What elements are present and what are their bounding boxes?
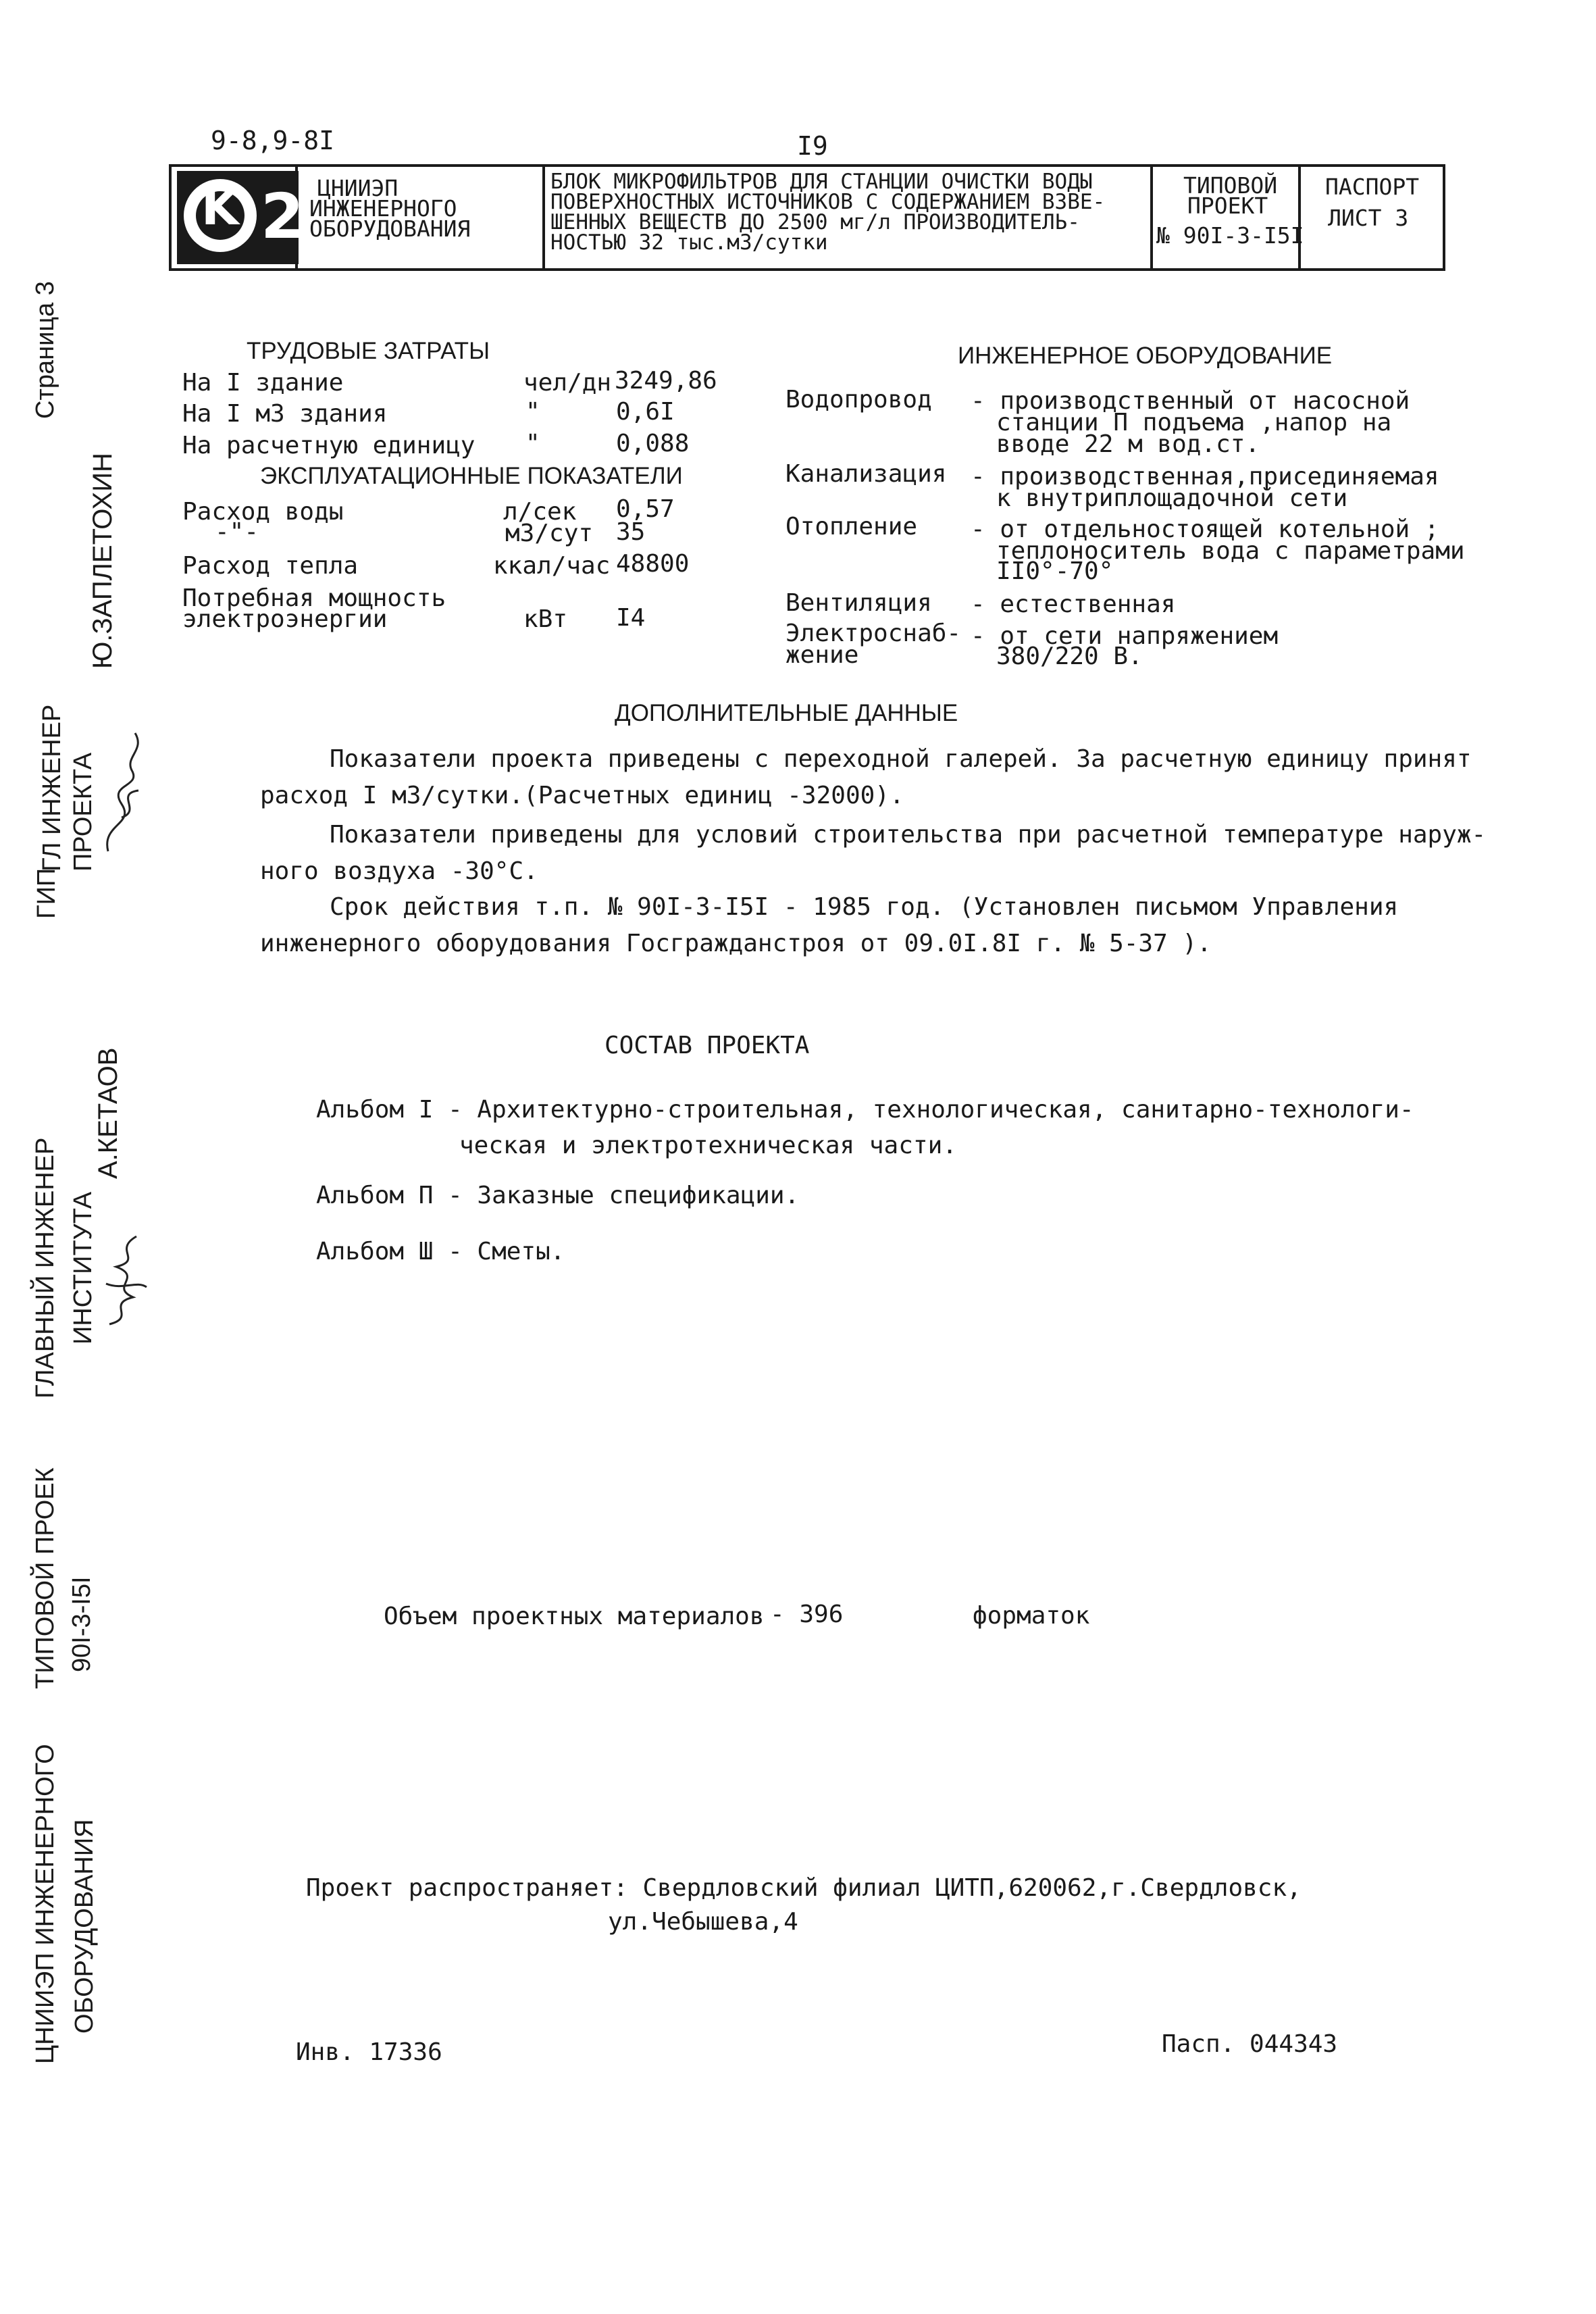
ventilation-label: Вентиляция — [786, 589, 932, 617]
labor-row-value: 3249,86 — [615, 367, 717, 395]
sheet-label: ЛИСТ 3 — [1328, 205, 1409, 231]
volume-value: - 396 — [770, 1601, 844, 1628]
distribution-line-2: ул.Чебышева,4 — [608, 1908, 798, 1936]
org-name-line-1: ЦНИИЭП — [317, 175, 398, 201]
signature-1 — [95, 723, 155, 858]
additional-paragraph-1: Показатели проекта приведены с переходной галерей. За расчетную единицу принят — [330, 745, 1472, 773]
margin-institute-2: ОБОРУДОВАНИЯ — [70, 1819, 99, 2034]
water-ditto: -"- — [215, 518, 259, 546]
additional-paragraph-2: Показатели приведены для условий строительства при расчетной температуре наруж- — [330, 821, 1487, 849]
labor-row-value: 0,6I — [616, 398, 675, 426]
water-supply-text: - производственный от насосной — [971, 387, 1410, 415]
power-supply-label: жение — [786, 641, 859, 669]
labor-row-label: На I м3 здания — [182, 400, 388, 428]
water-value-1: 0,57 — [616, 495, 675, 523]
album-2: Альбом П - Заказные спецификации. — [316, 1182, 800, 1209]
volume-label: Объем проектных материалов — [384, 1603, 765, 1630]
doc-title-line-1: БЛОК МИКРОФИЛЬТРОВ ДЛЯ СТАНЦИИ ОЧИСТКИ ВОДЫ — [550, 170, 1093, 194]
org-name-line-3: ОБОРУДОВАНИЯ — [309, 216, 471, 242]
margin-role-gip: ГИП — [32, 867, 61, 919]
labor-row-value: 0,088 — [616, 430, 690, 457]
doc-title-line-4: НОСТЬЮ 32 тыс.м3/сутки — [550, 230, 828, 255]
power-value: I4 — [616, 604, 646, 632]
water-unit-1: л/сек — [503, 498, 577, 526]
margin-author-1: Ю.ЗАПЛЕТОХИН — [88, 453, 118, 669]
power-unit: кВт — [523, 605, 568, 633]
heating-text: II0°-70° — [996, 557, 1114, 585]
album-1: Альбом I - Архитектурно-строительная, технологическая, санитарно-технологи- — [316, 1096, 1414, 1124]
margin-role-chief-engineer: ГЛ ИНЖЕНЕР — [38, 704, 66, 872]
additional-paragraph-2: ного воздуха -30°С. — [260, 857, 538, 885]
org-name-line-2: ИНЖЕНЕРНОГО — [309, 195, 457, 222]
doc-title-line-2: ПОВЕРХНОСТНЫХ ИСТОЧНИКОВ С СОДЕРЖАНИЕМ ВЗВЕ- — [550, 190, 1106, 214]
operation-heading: ЭКСПЛУАТАЦИОННЫЕ ПОКАЗАТЕЛИ — [260, 463, 683, 489]
sewer-label: Канализация — [786, 460, 947, 488]
labor-row-label: На расчетную единицу — [182, 432, 475, 459]
power-supply-text: 380/220 В. — [996, 643, 1143, 670]
inventory-number: Инв. 17336 — [296, 2038, 442, 2066]
album-1-continued: ческая и электротехническая части. — [459, 1132, 957, 1159]
sewer-text: к внутриплощадочной сети — [996, 484, 1348, 512]
labor-row-label: На I здание — [182, 369, 344, 397]
power-label-2: электроэнергии — [182, 605, 388, 633]
typical-project-label: ТИПОВОЙ — [1183, 172, 1278, 199]
heat-value: 48800 — [616, 550, 690, 578]
project-label: ПРОЕКТ — [1187, 193, 1268, 219]
water-unit-2: м3/сут — [505, 520, 594, 547]
margin-page-label: Страница 3 — [31, 281, 59, 419]
heat-unit: ккал/час — [493, 552, 611, 580]
margin-role-project: ПРОЕКТА — [69, 752, 97, 872]
water-supply-text: станции П подъема ,напор на — [996, 409, 1392, 436]
heat-consumption-label: Расход тепла — [182, 552, 359, 580]
labor-row-unit: " — [525, 430, 540, 457]
volume-unit: форматок — [973, 1602, 1090, 1630]
water-value-2: 35 — [616, 518, 646, 546]
labor-heading: ТРУДОВЫЕ ЗАТРАТЫ — [247, 338, 490, 364]
doc-title-line-3: ШЕННЫХ ВЕЩЕСТВ ДО 2500 мг/л ПРОИЗВОДИТЕЛЬ- — [550, 210, 1080, 234]
passport-number: Пасп. 044343 — [1162, 2030, 1338, 2058]
water-supply-text: вводе 22 м вод.ст. — [996, 430, 1260, 458]
heating-text: теплоноситель вода с параметрами — [996, 537, 1465, 565]
document-code: 9-8,9-8I — [211, 126, 335, 155]
sewer-text: - производственная,присединяемая — [971, 463, 1439, 491]
margin-institute: ЦНИИЭП ИНЖЕНЕРНОГО — [31, 1744, 59, 2064]
power-supply-label: Электроснаб- — [786, 620, 962, 647]
project-number: № 90I-3-I5I — [1156, 222, 1304, 249]
additional-paragraph-3: инженерного оборудования Госгражданстроя от 09.0I.8I г. № 5-37 ). — [260, 930, 1212, 957]
labor-row-unit: чел/дн — [523, 369, 612, 397]
margin-role-main-engineer: ГЛАВНЫЙ ИНЖЕНЕР — [31, 1137, 59, 1399]
power-supply-text: - от сети напряжением — [971, 622, 1279, 650]
page-number: I9 — [797, 131, 828, 161]
ventilation-text: - естественная — [971, 590, 1176, 618]
margin-role-institute: ИНСТИТУТА — [69, 1191, 97, 1344]
passport-label: ПАСПОРТ — [1325, 174, 1420, 200]
additional-paragraph-3: Срок действия т.п. № 90I-3-I5I - 1985 год. (Установлен письмом Управления — [330, 893, 1399, 921]
additional-paragraph-1: расход I м3/сутки.(Расчетных единиц -32000). — [260, 782, 904, 809]
signature-2 — [96, 1223, 157, 1331]
additional-heading: ДОПОЛНИТЕЛЬНЫЕ ДАННЫЕ — [615, 700, 958, 726]
distribution-line-1: Проект распространяет: Свердловский филиал ЦИТП,620062,г.Свердловск, — [306, 1874, 1302, 1902]
water-consumption-label: Расход воды — [182, 498, 344, 526]
composition-heading: СОСТАВ ПРОЕКТА — [604, 1032, 810, 1059]
engineering-heading: ИНЖЕНЕРНОЕ ОБОРУДОВАНИЕ — [958, 343, 1333, 369]
institute-logo-icon: K 2 — [177, 171, 299, 264]
album-3: Альбом Ш - Сметы. — [316, 1238, 565, 1265]
heating-text: - от отдельностоящей котельной ; — [971, 515, 1439, 543]
margin-author-2: А.КЕТАОВ — [93, 1047, 123, 1179]
power-label-1: Потребная мощность — [182, 584, 446, 612]
margin-project-number: 90I-3-I5I — [68, 1576, 96, 1672]
margin-typical-project: ТИПОВОЙ ПРОЕК — [31, 1467, 59, 1689]
water-supply-label: Водопровод — [786, 386, 932, 413]
heating-label: Отопление — [786, 513, 918, 540]
labor-row-unit: " — [525, 398, 540, 426]
